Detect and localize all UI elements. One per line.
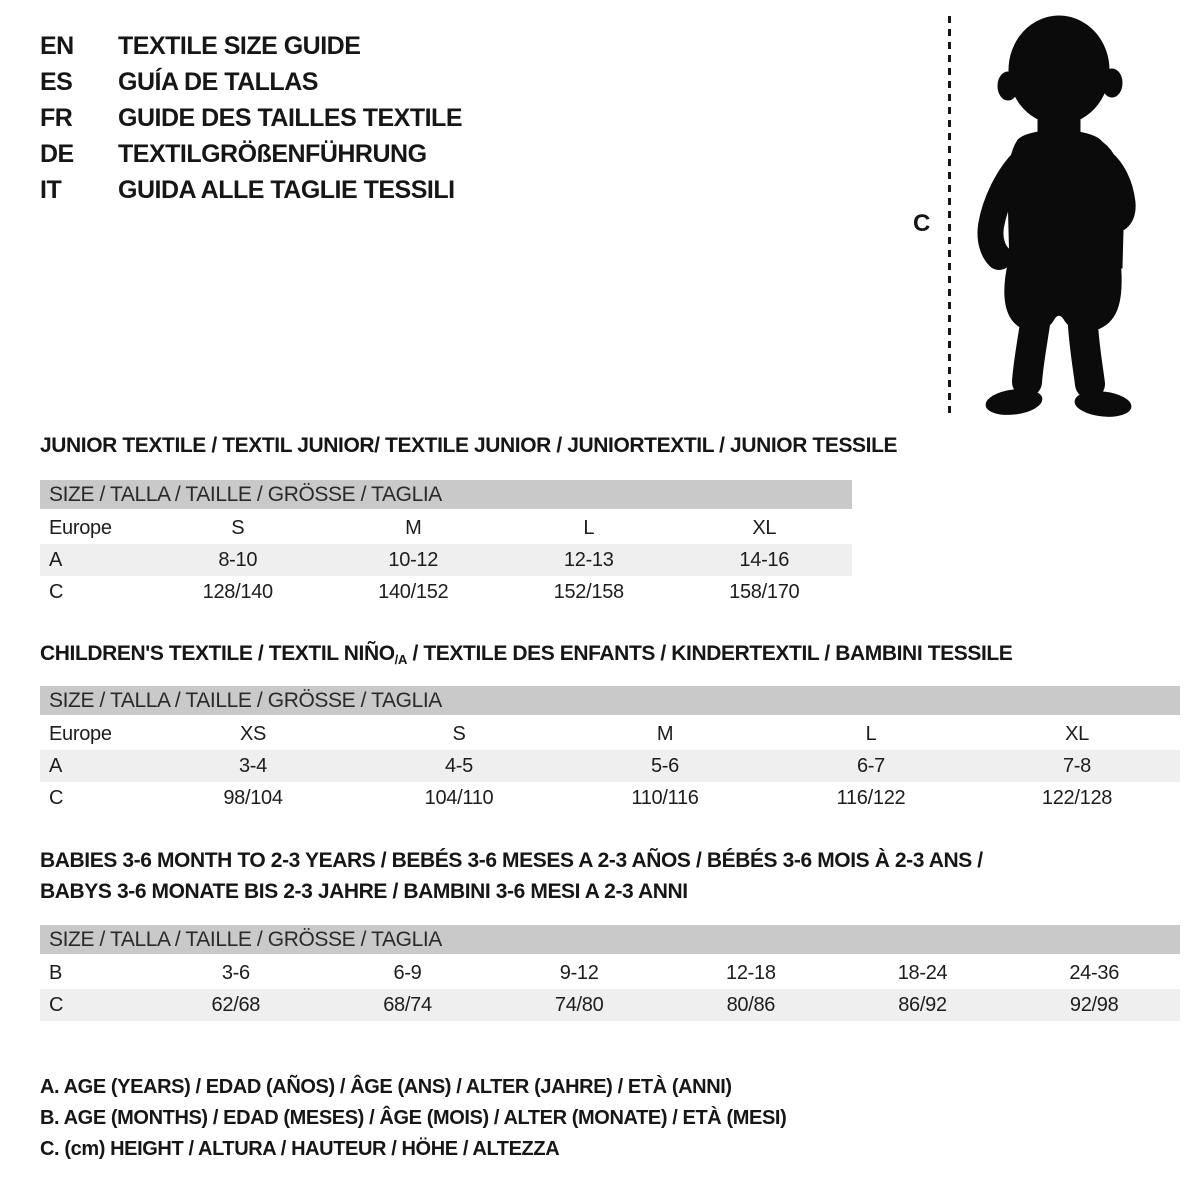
list-item bbox=[40, 136, 462, 172]
size-cell: 18-24 bbox=[897, 961, 948, 984]
size-cell: 12-13 bbox=[563, 548, 614, 571]
table-row bbox=[40, 750, 1180, 782]
row-label: A bbox=[49, 548, 63, 571]
junior-section-title: JUNIOR TEXTILE / TEXTIL JUNIOR/ TEXTILE JUNIOR / JUNIORTEXTIL / JUNIOR TESSILE bbox=[40, 434, 898, 457]
size-cell: S bbox=[452, 722, 466, 745]
legend-age-months: B. AGE (MONTHS) / EDAD (MESES) / ÂGE (MOIS) / ALTER (MONATE) / ETÀ (MESI) bbox=[40, 1107, 787, 1129]
row-label: B bbox=[49, 961, 63, 984]
size-cell: XL bbox=[752, 516, 777, 539]
size-cell: 12-18 bbox=[726, 961, 776, 984]
size-cell: 92/98 bbox=[1069, 993, 1119, 1016]
size-cell: 140/152 bbox=[378, 580, 449, 603]
measurement-legend bbox=[40, 1072, 786, 1165]
language-title-list bbox=[40, 28, 462, 208]
size-cell: 86/92 bbox=[898, 993, 947, 1016]
table-header: SIZE / TALLA / TAILLE / GRÖSSE / TAGLIA bbox=[40, 925, 1180, 954]
size-cell: 74/80 bbox=[554, 993, 604, 1016]
babies-title-line1: BABIES 3-6 MONTH TO 2-3 YEARS / BEBÉS 3-6 MESES A 2-3 AÑOS / BÉBÉS 3-6 MOIS À 2-3 ANS / bbox=[40, 849, 983, 872]
size-cell: 158/170 bbox=[729, 580, 800, 603]
guide-title: TEXTILGRÖßENFÜHRUNG bbox=[118, 139, 427, 168]
size-cell: 14-16 bbox=[739, 548, 790, 571]
row-label: A bbox=[49, 754, 63, 777]
size-cell: S bbox=[231, 516, 245, 539]
children-title-main: CHILDREN'S TEXTILE / TEXTIL NIÑO bbox=[40, 642, 395, 665]
toddler-silhouette-icon bbox=[962, 10, 1152, 424]
row-label: C bbox=[49, 580, 64, 603]
size-cell: 8-10 bbox=[218, 548, 258, 571]
table-row bbox=[40, 544, 852, 576]
height-measure-figure bbox=[880, 0, 1180, 440]
measure-c-label: C bbox=[913, 210, 931, 237]
size-cell: 3-4 bbox=[238, 754, 267, 777]
guide-title: GUÍA DE TALLAS bbox=[118, 67, 318, 96]
size-cell: 6-7 bbox=[856, 754, 885, 777]
list-item bbox=[40, 64, 462, 100]
size-cell: L bbox=[583, 516, 595, 539]
language-code: FR bbox=[40, 103, 73, 132]
junior-size-table bbox=[40, 480, 852, 608]
size-cell: 110/116 bbox=[631, 786, 699, 809]
children-section-title bbox=[40, 642, 1012, 667]
guide-title: GUIDE DES TAILLES TEXTILE bbox=[118, 103, 463, 132]
size-cell: 80/86 bbox=[726, 993, 776, 1016]
size-cell: 104/110 bbox=[424, 786, 494, 809]
size-cell: M bbox=[405, 516, 422, 539]
list-item bbox=[40, 172, 462, 208]
row-label: C bbox=[49, 786, 64, 809]
language-code: ES bbox=[40, 67, 73, 96]
size-cell: 5-6 bbox=[650, 754, 679, 777]
size-cell: 128/140 bbox=[202, 580, 273, 603]
row-label: Europe bbox=[49, 516, 112, 539]
size-cell: XS bbox=[239, 722, 267, 745]
children-title-rest: / TEXTILE DES ENFANTS / KINDERTEXTIL / BAMBINI TESSILE bbox=[407, 642, 1013, 665]
size-cell: 3-6 bbox=[221, 961, 250, 984]
table-header: SIZE / TALLA / TAILLE / GRÖSSE / TAGLIA bbox=[40, 480, 852, 509]
size-cell: 6-9 bbox=[393, 961, 422, 984]
size-cell: 24-36 bbox=[1069, 961, 1120, 984]
size-cell: 9-12 bbox=[559, 961, 599, 984]
row-label: C bbox=[49, 993, 64, 1016]
row-label: Europe bbox=[49, 722, 112, 745]
table-row bbox=[40, 989, 1180, 1021]
size-cell: 152/158 bbox=[553, 580, 624, 603]
size-cell: XL bbox=[1065, 722, 1089, 745]
list-item bbox=[40, 100, 462, 136]
table-row bbox=[40, 718, 1180, 750]
language-code: DE bbox=[40, 139, 74, 168]
table-row bbox=[40, 957, 1180, 989]
guide-title: GUIDA ALLE TAGLIE TESSILI bbox=[118, 175, 455, 204]
dashed-height-line bbox=[948, 16, 951, 418]
size-cell: 116/122 bbox=[836, 786, 906, 809]
table-row bbox=[40, 512, 852, 544]
language-code: IT bbox=[40, 175, 62, 204]
size-cell: 7-8 bbox=[1062, 754, 1091, 777]
size-cell: 68/74 bbox=[383, 993, 432, 1016]
babies-section-title bbox=[40, 845, 1000, 907]
babies-size-table bbox=[40, 925, 1180, 1021]
size-cell: 98/104 bbox=[223, 786, 283, 809]
size-cell: M bbox=[656, 722, 674, 745]
language-code: EN bbox=[40, 31, 74, 60]
table-header: SIZE / TALLA / TAILLE / GRÖSSE / TAGLIA bbox=[40, 686, 1180, 715]
babies-title-line2: BABYS 3-6 MONATE BIS 2-3 JAHRE / BAMBINI 3-6 MESI A 2-3 ANNI bbox=[40, 880, 688, 903]
table-row bbox=[40, 782, 1180, 814]
size-cell: 122/128 bbox=[1041, 786, 1113, 809]
children-size-table bbox=[40, 686, 1180, 814]
legend-height-cm: C. (cm) HEIGHT / ALTURA / HAUTEUR / HÖHE / ALTEZZA bbox=[40, 1138, 560, 1160]
legend-age-years: A. AGE (YEARS) / EDAD (AÑOS) / ÂGE (ANS) / ALTER (JAHRE) / ETÀ (ANNI) bbox=[40, 1076, 732, 1098]
size-cell: 10-12 bbox=[388, 548, 439, 571]
list-item bbox=[40, 28, 462, 64]
table-row bbox=[40, 576, 852, 608]
size-cell: 62/68 bbox=[211, 993, 261, 1016]
size-cell: L bbox=[865, 722, 877, 745]
size-cell: 4-5 bbox=[444, 754, 473, 777]
children-title-subscript: /A bbox=[394, 652, 408, 667]
guide-title: TEXTILE SIZE GUIDE bbox=[118, 31, 361, 60]
